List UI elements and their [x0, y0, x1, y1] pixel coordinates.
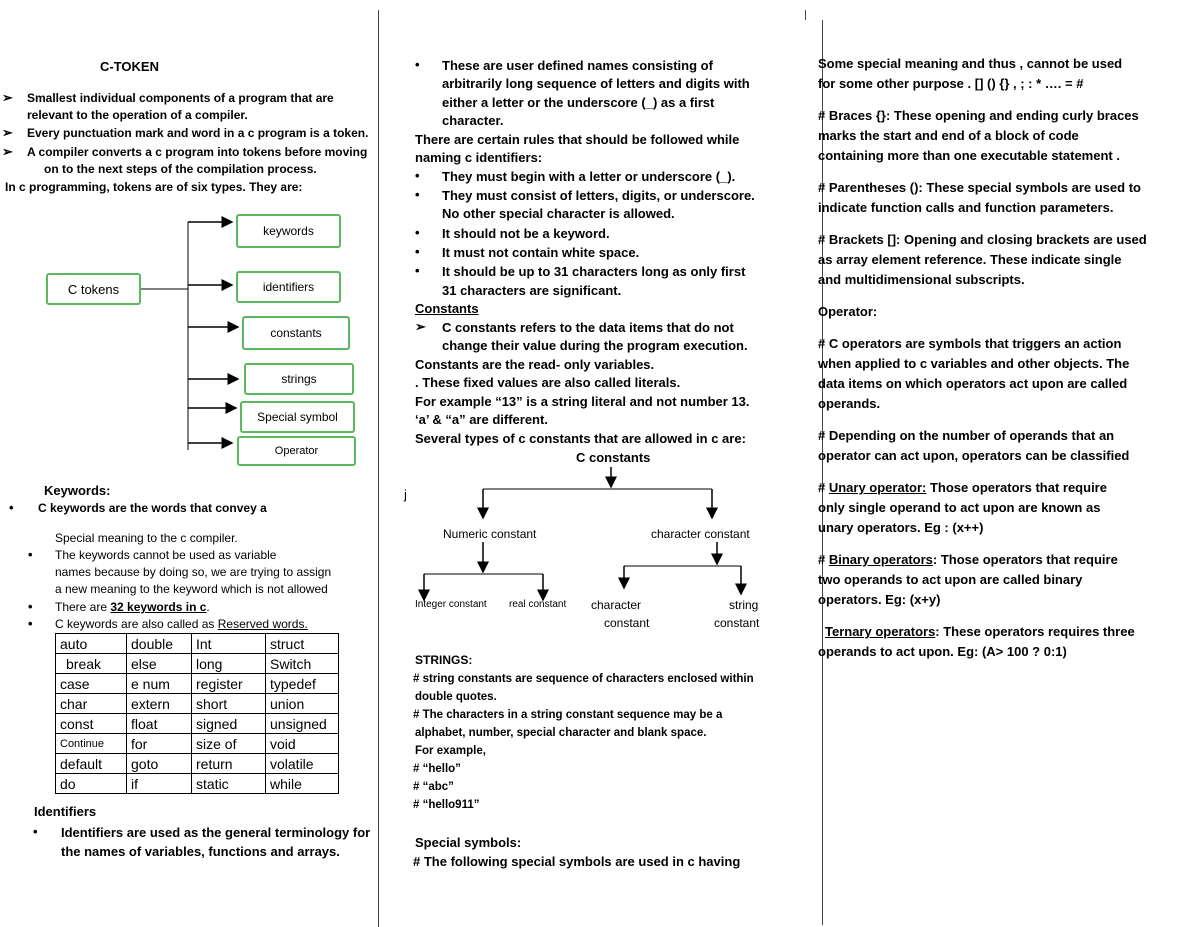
- col2-line: arbitrarily long sequence of letters and digits with: [442, 76, 750, 91]
- table-cell: else: [127, 654, 192, 674]
- table-cell: extern: [127, 694, 192, 714]
- table-cell: break: [56, 654, 127, 674]
- tree-real: real constant: [509, 599, 567, 610]
- bullet-icon: •: [28, 599, 33, 614]
- col2-line: Several types of c constants that are allowed in c are:: [415, 431, 746, 446]
- table-row: [56, 714, 339, 734]
- col2-rule: They must begin with a letter or underscore (_).: [442, 169, 736, 184]
- token-point: Every punctuation mark and word in a c program is a token.: [27, 126, 369, 140]
- table-row: [56, 774, 339, 794]
- table-cell: double: [127, 634, 192, 654]
- col2-line: ‘a’ & “a” are different.: [415, 412, 548, 427]
- col2-line: . These fixed values are also called literals.: [415, 375, 681, 390]
- table-cell: unsigned: [266, 714, 339, 734]
- keywords-heading: Keywords:: [44, 483, 111, 498]
- col2-rule: 31 characters are significant.: [442, 283, 622, 298]
- special-heading: Special symbols:: [415, 835, 522, 850]
- bullet-icon: •: [33, 824, 38, 839]
- col3-line: containing more than one executable statement .: [818, 148, 1120, 163]
- table-cell: auto: [56, 634, 127, 654]
- table-cell: Continue: [56, 734, 127, 754]
- diagram-item-identifiers: identifiers: [236, 271, 341, 303]
- col2-line: Constants are the read- only variables.: [415, 357, 655, 372]
- diagram-item-strings: strings: [244, 363, 354, 395]
- kw-count-line: There are 32 keywords in c.: [55, 600, 210, 614]
- strings-line: # The characters in a string constant sequence may be a: [413, 709, 723, 721]
- table-cell: static: [192, 774, 266, 794]
- identifiers-heading: Identifiers: [34, 804, 97, 819]
- kw-line: C keywords are the words that convey a: [38, 501, 267, 515]
- strings-heading: STRINGS:: [415, 653, 473, 667]
- strings-line: double quotes.: [415, 691, 497, 703]
- table-cell: long: [192, 654, 266, 674]
- braces-line: # Braces {}: These opening and ending curly braces: [818, 108, 1139, 123]
- kw-line: names because by doing so, we are trying to assign: [55, 565, 332, 579]
- table-cell: do: [56, 774, 127, 794]
- table-cell: e num: [127, 674, 192, 694]
- col3-line: operands.: [818, 396, 881, 411]
- col2-rule: It should be up to 31 characters long as only first: [442, 264, 746, 279]
- tree-character: character constant: [651, 527, 750, 541]
- col2-line: There are certain rules that should be followed while: [415, 132, 740, 147]
- col3-line: operator can act upon, operators can be classified: [818, 448, 1130, 463]
- col3-line: data items on which operators act upon are called: [818, 376, 1128, 391]
- col2-rule: It should not be a keyword.: [442, 226, 610, 241]
- tree-root: C constants: [576, 450, 651, 465]
- table-cell: float: [127, 714, 192, 734]
- col3-line: operators. Eg: (x+y): [818, 592, 941, 607]
- table-cell: Int: [192, 634, 266, 654]
- token-point: relevant to the operation of a compiler.: [27, 108, 248, 122]
- strings-line: # “hello911”: [413, 799, 480, 811]
- table-cell: char: [56, 694, 127, 714]
- table-row: [56, 754, 339, 774]
- col3-line: two operands to act upon are called binary: [818, 572, 1083, 587]
- kw-reserved-line: C keywords are also called as Reserved words.: [55, 617, 308, 631]
- arrow-bullet-icon: ➢: [415, 319, 426, 334]
- col3-line: operands to act upon. Eg: (A> 100 ? 0:1): [818, 644, 1067, 659]
- table-cell: goto: [127, 754, 192, 774]
- table-cell: while: [266, 774, 339, 794]
- diagram-root-box: C tokens: [46, 273, 141, 305]
- diagram-item-special-symbol: Special symbol: [240, 401, 355, 433]
- page-title: C-TOKEN: [100, 59, 159, 74]
- table-cell: short: [192, 694, 266, 714]
- kw-line: Special meaning to the c compiler.: [55, 531, 238, 545]
- table-cell: volatile: [266, 754, 339, 774]
- constants-heading: Constants: [415, 301, 479, 316]
- diagram-item-operator: Operator: [237, 436, 356, 466]
- table-cell: signed: [192, 714, 266, 734]
- brackets-line: # Brackets []: Opening and closing brackets are used: [818, 232, 1147, 247]
- ternary-line: Ternary operators: These operators requires three: [825, 624, 1135, 639]
- bullet-icon: •: [28, 547, 33, 562]
- bullet-icon: •: [9, 500, 14, 515]
- tree-char-leaf: character: [591, 598, 642, 612]
- table-row: [56, 634, 339, 654]
- col3-line: marks the start and end of a block of code: [818, 128, 1079, 143]
- table-cell: default: [56, 754, 127, 774]
- arrow-bullet-icon: ➢: [2, 144, 13, 159]
- col2-line: naming c identifiers:: [415, 150, 543, 165]
- special-line: # The following special symbols are used in c having: [413, 854, 741, 869]
- table-cell: union: [266, 694, 339, 714]
- col3-line: for some other purpose . [] () {} , ; : * …. = #: [818, 76, 1084, 91]
- tree-integer: Integer constant: [415, 599, 487, 610]
- stray-mark: j: [404, 487, 407, 502]
- unary-line: # Unary operator: Those operators that require: [818, 480, 1107, 495]
- table-cell: Switch: [266, 654, 339, 674]
- diagram-item-constants: constants: [242, 316, 350, 350]
- col3-line: only single operand to act upon are known as: [818, 500, 1101, 515]
- col2-line: For example “13” is a string literal and not number 13.: [415, 394, 750, 409]
- table-cell: register: [192, 674, 266, 694]
- col2-line: change their value during the program execution.: [442, 338, 748, 353]
- bullet-icon: •: [415, 187, 420, 202]
- bullet-icon: •: [415, 244, 420, 259]
- table-cell: struct: [266, 634, 339, 654]
- table-row: [56, 694, 339, 714]
- col2-rule: No other special character is allowed.: [442, 206, 675, 221]
- col3-line: and multidimensional subscripts.: [818, 272, 1025, 287]
- tree-numeric: Numeric constant: [443, 527, 537, 541]
- keywords-table: [55, 633, 339, 794]
- col3-line: as array element reference. These indicate single: [818, 252, 1122, 267]
- table-cell: size of: [192, 734, 266, 754]
- token-point: A compiler converts a c program into tokens before moving: [27, 145, 368, 159]
- col3-line: unary operators. Eg : (x++): [818, 520, 984, 535]
- tree-string-leaf: constant: [714, 616, 760, 630]
- col3-line: Some special meaning and thus , cannot be used: [818, 56, 1123, 71]
- arrow-bullet-icon: ➢: [2, 90, 13, 105]
- strings-line: # “hello”: [413, 763, 461, 775]
- table-row: [56, 674, 339, 694]
- tokens-intro: In c programming, tokens are of six types. They are:: [5, 180, 303, 194]
- parentheses-line: # Parentheses (): These special symbols are used to: [818, 180, 1141, 195]
- diagram-item-keywords: keywords: [236, 214, 341, 248]
- bullet-icon: •: [415, 57, 420, 72]
- table-cell: for: [127, 734, 192, 754]
- col3-line: when applied to c variables and other objects. The: [818, 356, 1130, 371]
- arrow-bullet-icon: ➢: [2, 125, 13, 140]
- kw-line: The keywords cannot be used as variable: [55, 548, 277, 562]
- bullet-icon: •: [415, 168, 420, 183]
- strings-line: For example,: [415, 745, 486, 757]
- token-point: Smallest individual components of a program that are: [27, 91, 334, 105]
- table-row: [56, 654, 339, 674]
- col2-line: either a letter or the underscore (_) as a first: [442, 95, 715, 110]
- table-cell: if: [127, 774, 192, 794]
- table-row: [56, 734, 339, 754]
- col2-line: character.: [442, 113, 504, 128]
- identifiers-line: Identifiers are used as the general terminology for: [61, 825, 371, 840]
- table-cell: const: [56, 714, 127, 734]
- col3-line: # Depending on the number of operands that an: [818, 428, 1115, 443]
- bullet-icon: •: [28, 616, 33, 631]
- tree-string-leaf: string: [729, 598, 759, 612]
- kw-line: a new meaning to the keyword which is not allowed: [55, 582, 328, 596]
- identifiers-line: the names of variables, functions and arrays.: [61, 844, 340, 859]
- col3-line: indicate function calls and function parameters.: [818, 200, 1114, 215]
- strings-line: alphabet, number, special character and blank space.: [415, 727, 707, 739]
- binary-line: # Binary operators: Those operators that require: [818, 552, 1118, 567]
- col2-line: C constants refers to the data items that do not: [442, 320, 734, 335]
- table-cell: typedef: [266, 674, 339, 694]
- table-cell: return: [192, 754, 266, 774]
- col3-line: # C operators are symbols that triggers an action: [818, 336, 1122, 351]
- bullet-icon: •: [415, 263, 420, 278]
- table-cell: void: [266, 734, 339, 754]
- col2-line: These are user defined names consisting of: [442, 58, 713, 73]
- col2-rule: They must consist of letters, digits, or underscore.: [442, 188, 755, 203]
- col2-rule: It must not contain white space.: [442, 245, 640, 260]
- tree-char-leaf: constant: [604, 616, 650, 630]
- strings-line: # string constants are sequence of characters enclosed within: [413, 673, 754, 685]
- operator-heading: Operator:: [818, 304, 878, 319]
- table-cell: case: [56, 674, 127, 694]
- bullet-icon: •: [415, 225, 420, 240]
- token-point: on to the next steps of the compilation process.: [44, 162, 317, 176]
- strings-line: # “abc”: [413, 781, 454, 793]
